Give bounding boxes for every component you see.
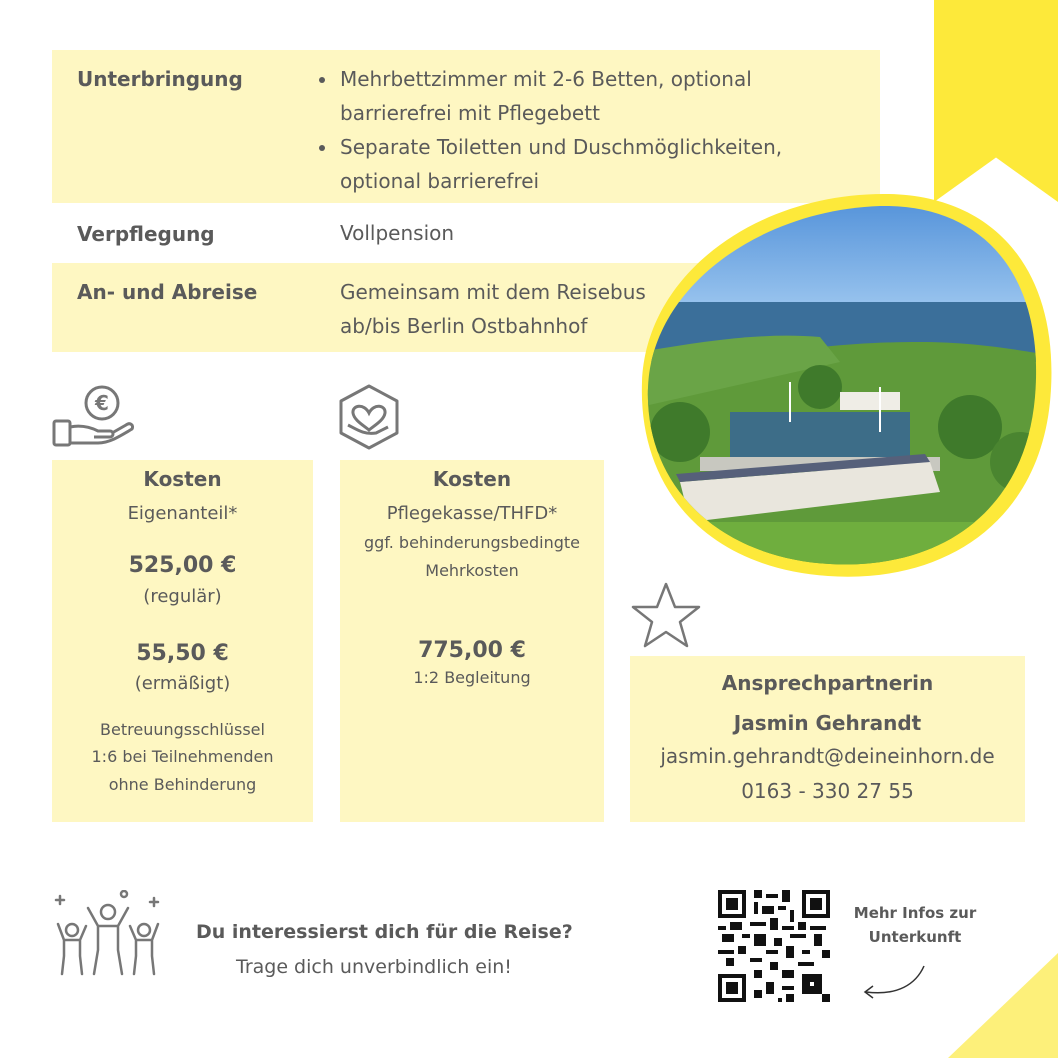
card-subtitle: Pflegekasse/THFD* [386, 503, 558, 524]
bookmark-ribbon [934, 0, 1058, 202]
cta-action[interactable]: Trage dich unverbindlich ein! [236, 956, 512, 978]
curved-arrow-icon [858, 962, 932, 1004]
note-line-2: Mehrkosten [425, 561, 519, 580]
contact-phone[interactable]: 0163 - 330 27 55 [741, 779, 914, 803]
hand-euro-icon [50, 385, 136, 451]
row-label: Unterbringung [77, 67, 243, 91]
list-item: • Mehrbettzimmer mit 2-6 Betten, optional barrierefrei mit Pflegebett [338, 62, 858, 130]
note-line-1: ggf. behinderungsbedingte [363, 533, 581, 552]
row-accommodation [52, 50, 880, 203]
svg-text:€: € [95, 391, 109, 415]
card-title: Kosten [143, 467, 222, 491]
card-subtitle: Eigenanteil* [127, 503, 238, 524]
harbor-photo [640, 192, 1058, 577]
card-title: Kosten [432, 467, 512, 491]
cost-care-card [340, 460, 604, 822]
qr-code[interactable] [718, 890, 830, 1002]
qr-label-2: Unterkunft [868, 928, 962, 946]
price-note: 1:2 Begleitung [413, 668, 531, 687]
row-value-1: Gemeinsam mit dem Reisebus [340, 280, 646, 304]
row-value-2: ab/bis Berlin Ostbahnhof [340, 314, 588, 338]
cost-own-card [52, 460, 313, 822]
cta-question: Du interessierst dich für die Reise? [196, 921, 573, 943]
note-line-3: ohne Behinderung [108, 775, 257, 794]
row-label: An- und Abreise [77, 280, 258, 304]
contact-email[interactable]: jasmin.gehrandt@deineinhorn.de [660, 744, 995, 768]
row-label: Verpflegung [77, 222, 215, 246]
note-line-2: 1:6 bei Teilnehmenden [91, 747, 274, 766]
celebrating-people-icon [50, 890, 166, 980]
price-regular: 525,00 € [128, 553, 237, 578]
contact-heading: Ansprechpartnerin [721, 671, 934, 695]
price-regular-label: (regulär) [143, 586, 222, 607]
contact-name: Jasmin Gehrandt [733, 711, 922, 735]
row-value: Vollpension [340, 221, 455, 245]
price-reduced: 55,50 € [136, 641, 229, 666]
price: 775,00 € [418, 638, 526, 663]
list-item: • Separate Toiletten und Duschmöglichkeiten, optional barrierefrei [338, 130, 858, 198]
qr-label-1: Mehr Infos zur [853, 904, 977, 922]
price-reduced-label: (ermäßigt) [134, 673, 231, 694]
note-line-1: Betreuungsschlüssel [100, 720, 265, 739]
corner-triangle [948, 953, 1058, 1058]
star-icon [630, 580, 702, 650]
accommodation-list [314, 62, 858, 198]
heart-hand-icon [336, 383, 402, 451]
contact-card [630, 656, 1025, 822]
